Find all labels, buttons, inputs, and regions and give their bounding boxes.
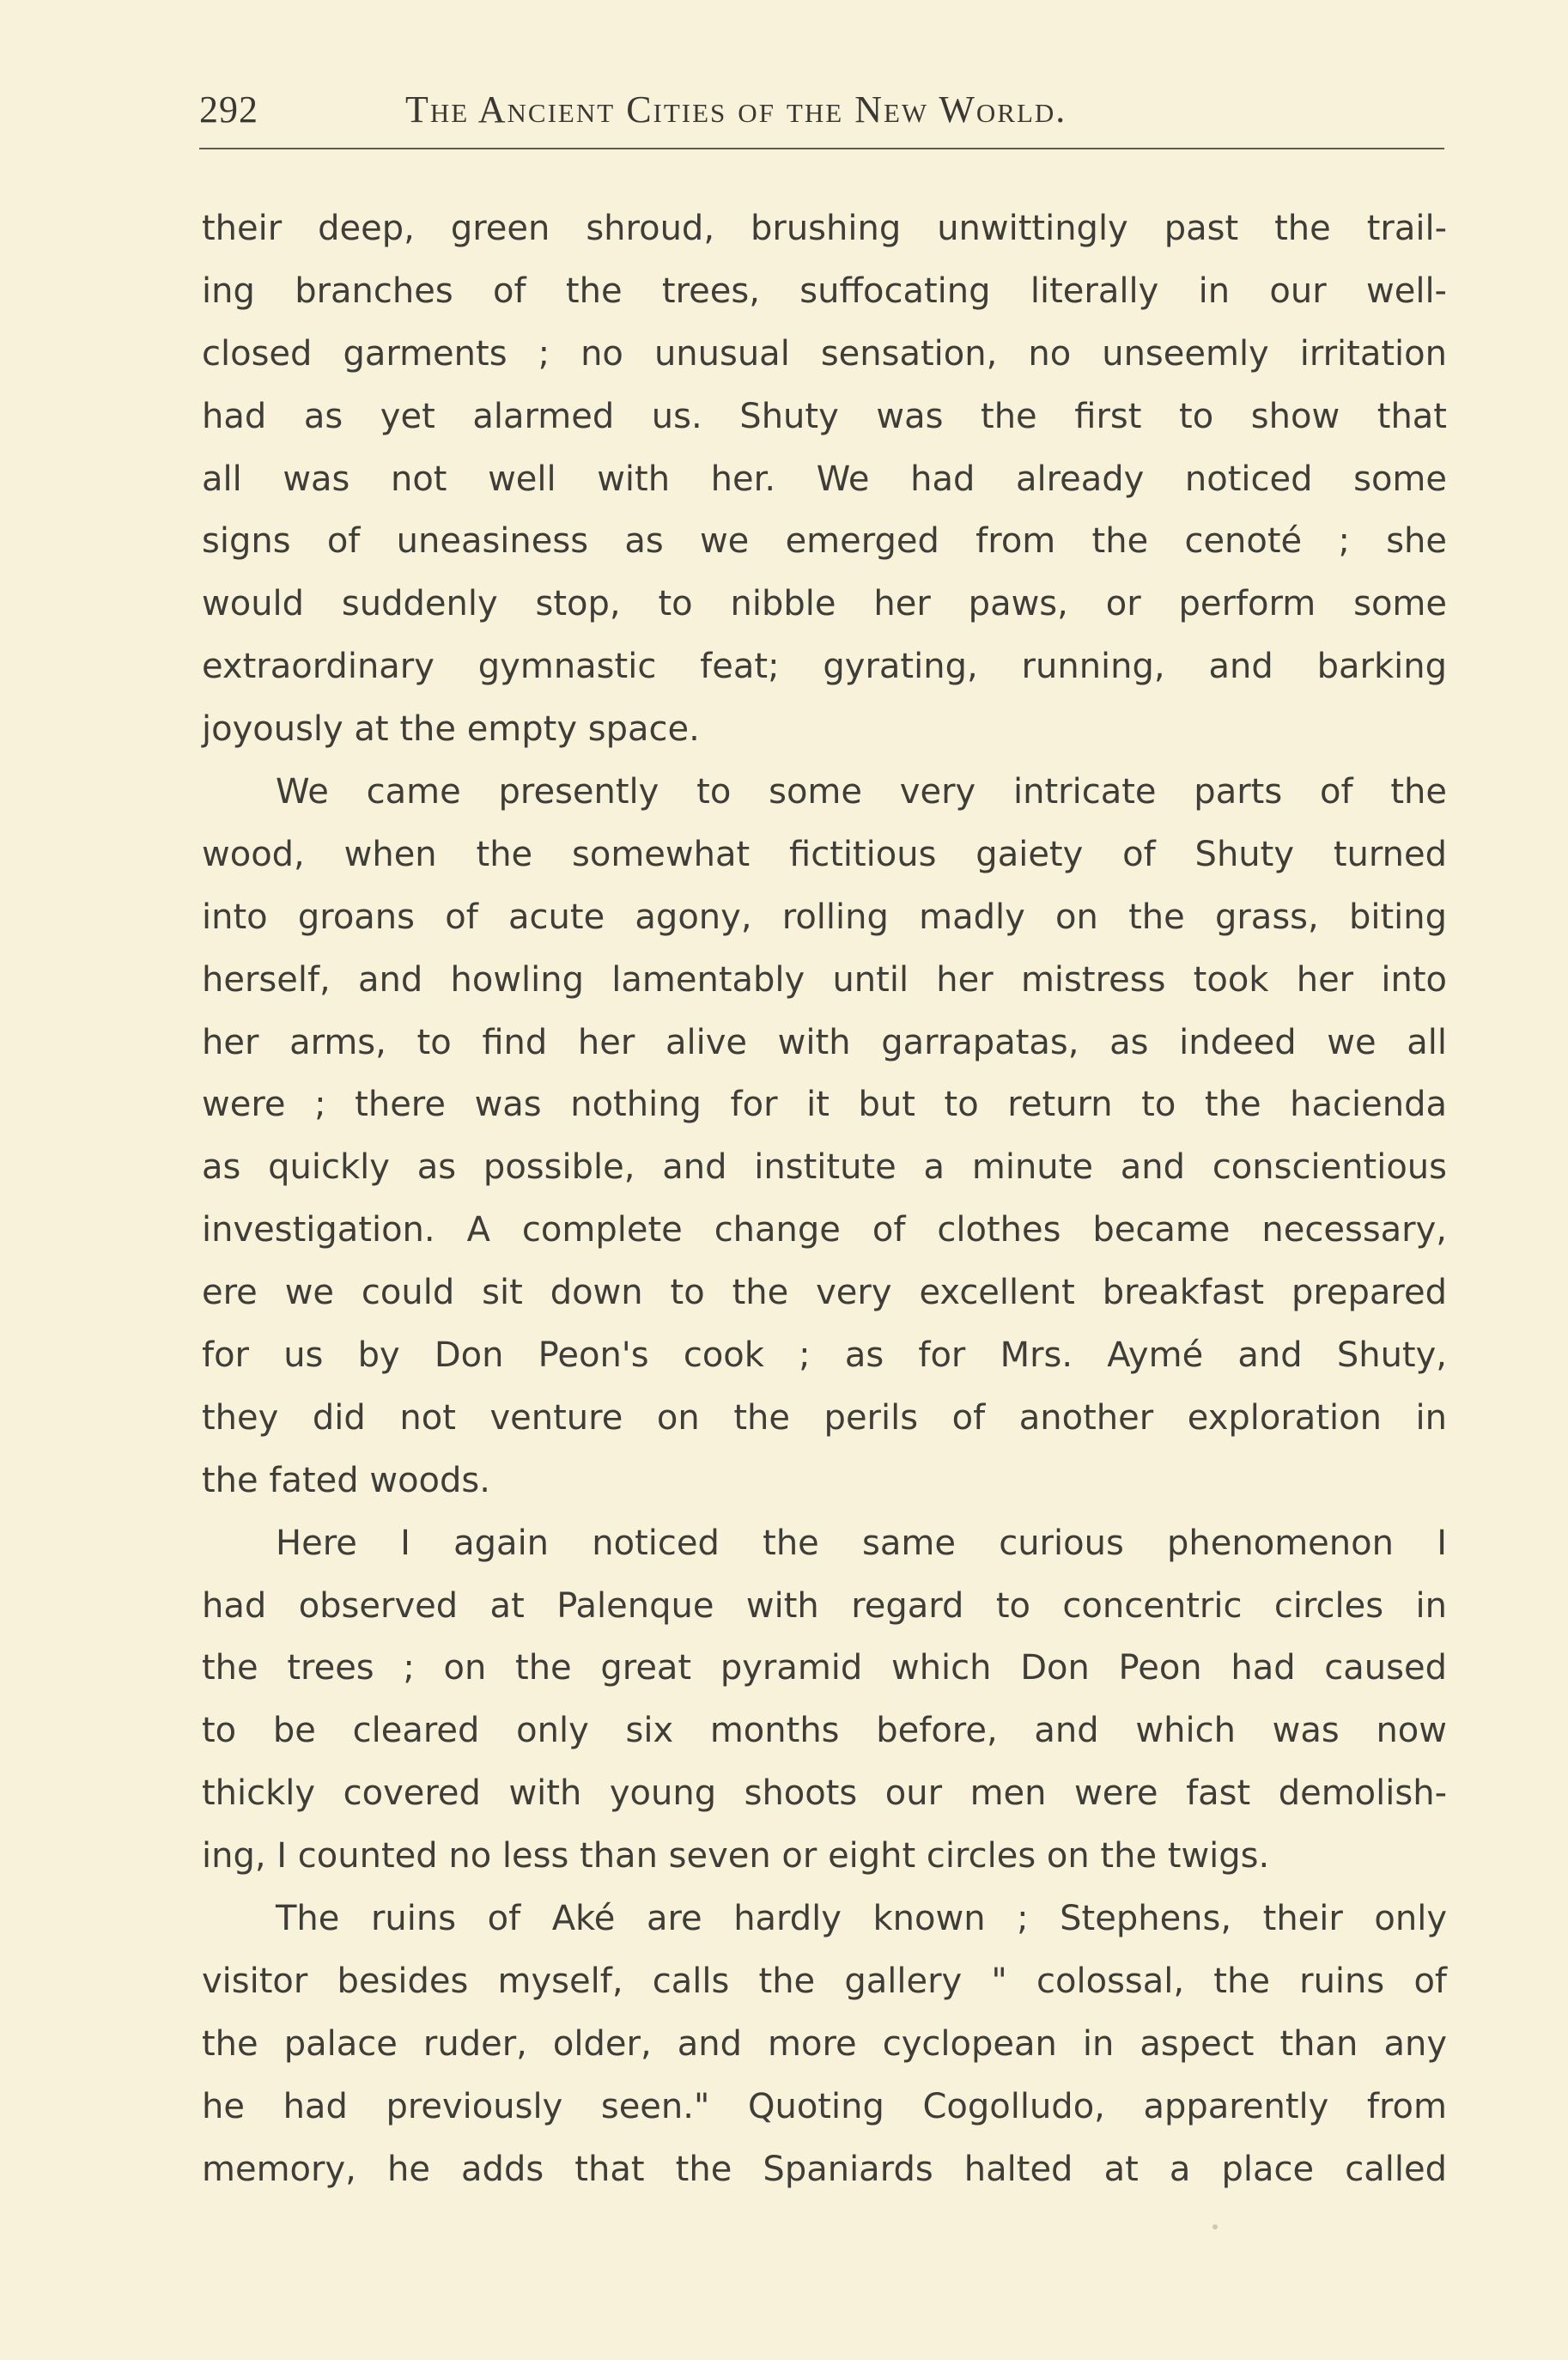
text-line: wood, when the somewhat fictitious gaiety of Shuty turned bbox=[202, 834, 1447, 874]
text-line: the fated woods. bbox=[202, 1460, 490, 1500]
text-line: they did not venture on the perils of another exploration in bbox=[202, 1397, 1447, 1438]
text-line: The ruins of Aké are hardly known ; Stephens, their only bbox=[276, 1899, 1447, 1939]
text-line: as quickly as possible, and institute a minute and conscientious bbox=[202, 1147, 1447, 1188]
text-line: ere we could sit down to the very excellent breakfast prepared bbox=[202, 1273, 1447, 1313]
text-line: for us by Don Peon's cook ; as for Mrs. Aymé and Shuty, bbox=[202, 1335, 1447, 1376]
text-line: into groans of acute agony, rolling madly on the grass, biting bbox=[202, 897, 1447, 937]
text-line: their deep, green shroud, brushing unwittingly past the trail- bbox=[202, 209, 1447, 248]
text-line: Here I again noticed the same curious phenomenon I bbox=[276, 1523, 1447, 1563]
text-line: had as yet alarmed us. Shuty was the first to show that bbox=[202, 396, 1447, 436]
text-line: would suddenly stop, to nibble her paws, or perform some bbox=[202, 584, 1447, 624]
running-head bbox=[199, 84, 1444, 136]
text-line: had observed at Palenque with regard to concentric circles in bbox=[202, 1585, 1447, 1626]
text-line: her arms, to find her alive with garrapatas, as indeed we all bbox=[202, 1022, 1447, 1062]
text-line: We came presently to some very intricate parts of the bbox=[276, 772, 1447, 812]
text-line: memory, he adds that the Spaniards halted at a place called bbox=[202, 2149, 1447, 2189]
text-line: herself, and howling lamentably until her mistress took her into bbox=[202, 959, 1447, 1000]
text-line: signs of uneasiness as we emerged from the cenoté ; she bbox=[202, 521, 1447, 562]
text-line: investigation. A complete change of clothes became necessary, bbox=[202, 1210, 1447, 1250]
paper-speck bbox=[1212, 2224, 1218, 2229]
text-line: joyously at the empty space. bbox=[202, 709, 700, 750]
text-line: ing branches of the trees, suffocating literally in our well- bbox=[202, 271, 1447, 311]
body-text bbox=[202, 198, 1447, 2201]
text-line: were ; there was nothing for it but to return to the hacienda bbox=[202, 1085, 1447, 1125]
header-rule bbox=[199, 148, 1444, 149]
page-number: 292 bbox=[199, 88, 258, 131]
book-title: The Ancient Cities of the New World. bbox=[405, 88, 1067, 131]
text-line: all was not well with her. We had already noticed some bbox=[202, 459, 1447, 499]
text-line: to be cleared only six months before, and which was now bbox=[202, 1711, 1447, 1751]
text-line: ing, I counted no less than seven or eight circles on the twigs. bbox=[202, 1836, 1270, 1876]
text-line: extraordinary gymnastic feat; gyrating, running, and barking bbox=[202, 647, 1447, 687]
text-line: visitor besides myself, calls the gallery " colossal, the ruins of bbox=[202, 1961, 1447, 2001]
text-line: the palace ruder, older, and more cyclopean in aspect than any bbox=[202, 2023, 1447, 2064]
text-line: he had previously seen." Quoting Cogolludo, apparently from bbox=[202, 2086, 1447, 2126]
text-line: closed garments ; no unusual sensation, no unseemly irritation bbox=[202, 333, 1447, 374]
text-line: thickly covered with young shoots our men were fast demolish- bbox=[202, 1773, 1447, 1814]
text-line: the trees ; on the great pyramid which Don Peon had caused bbox=[202, 1648, 1447, 1688]
